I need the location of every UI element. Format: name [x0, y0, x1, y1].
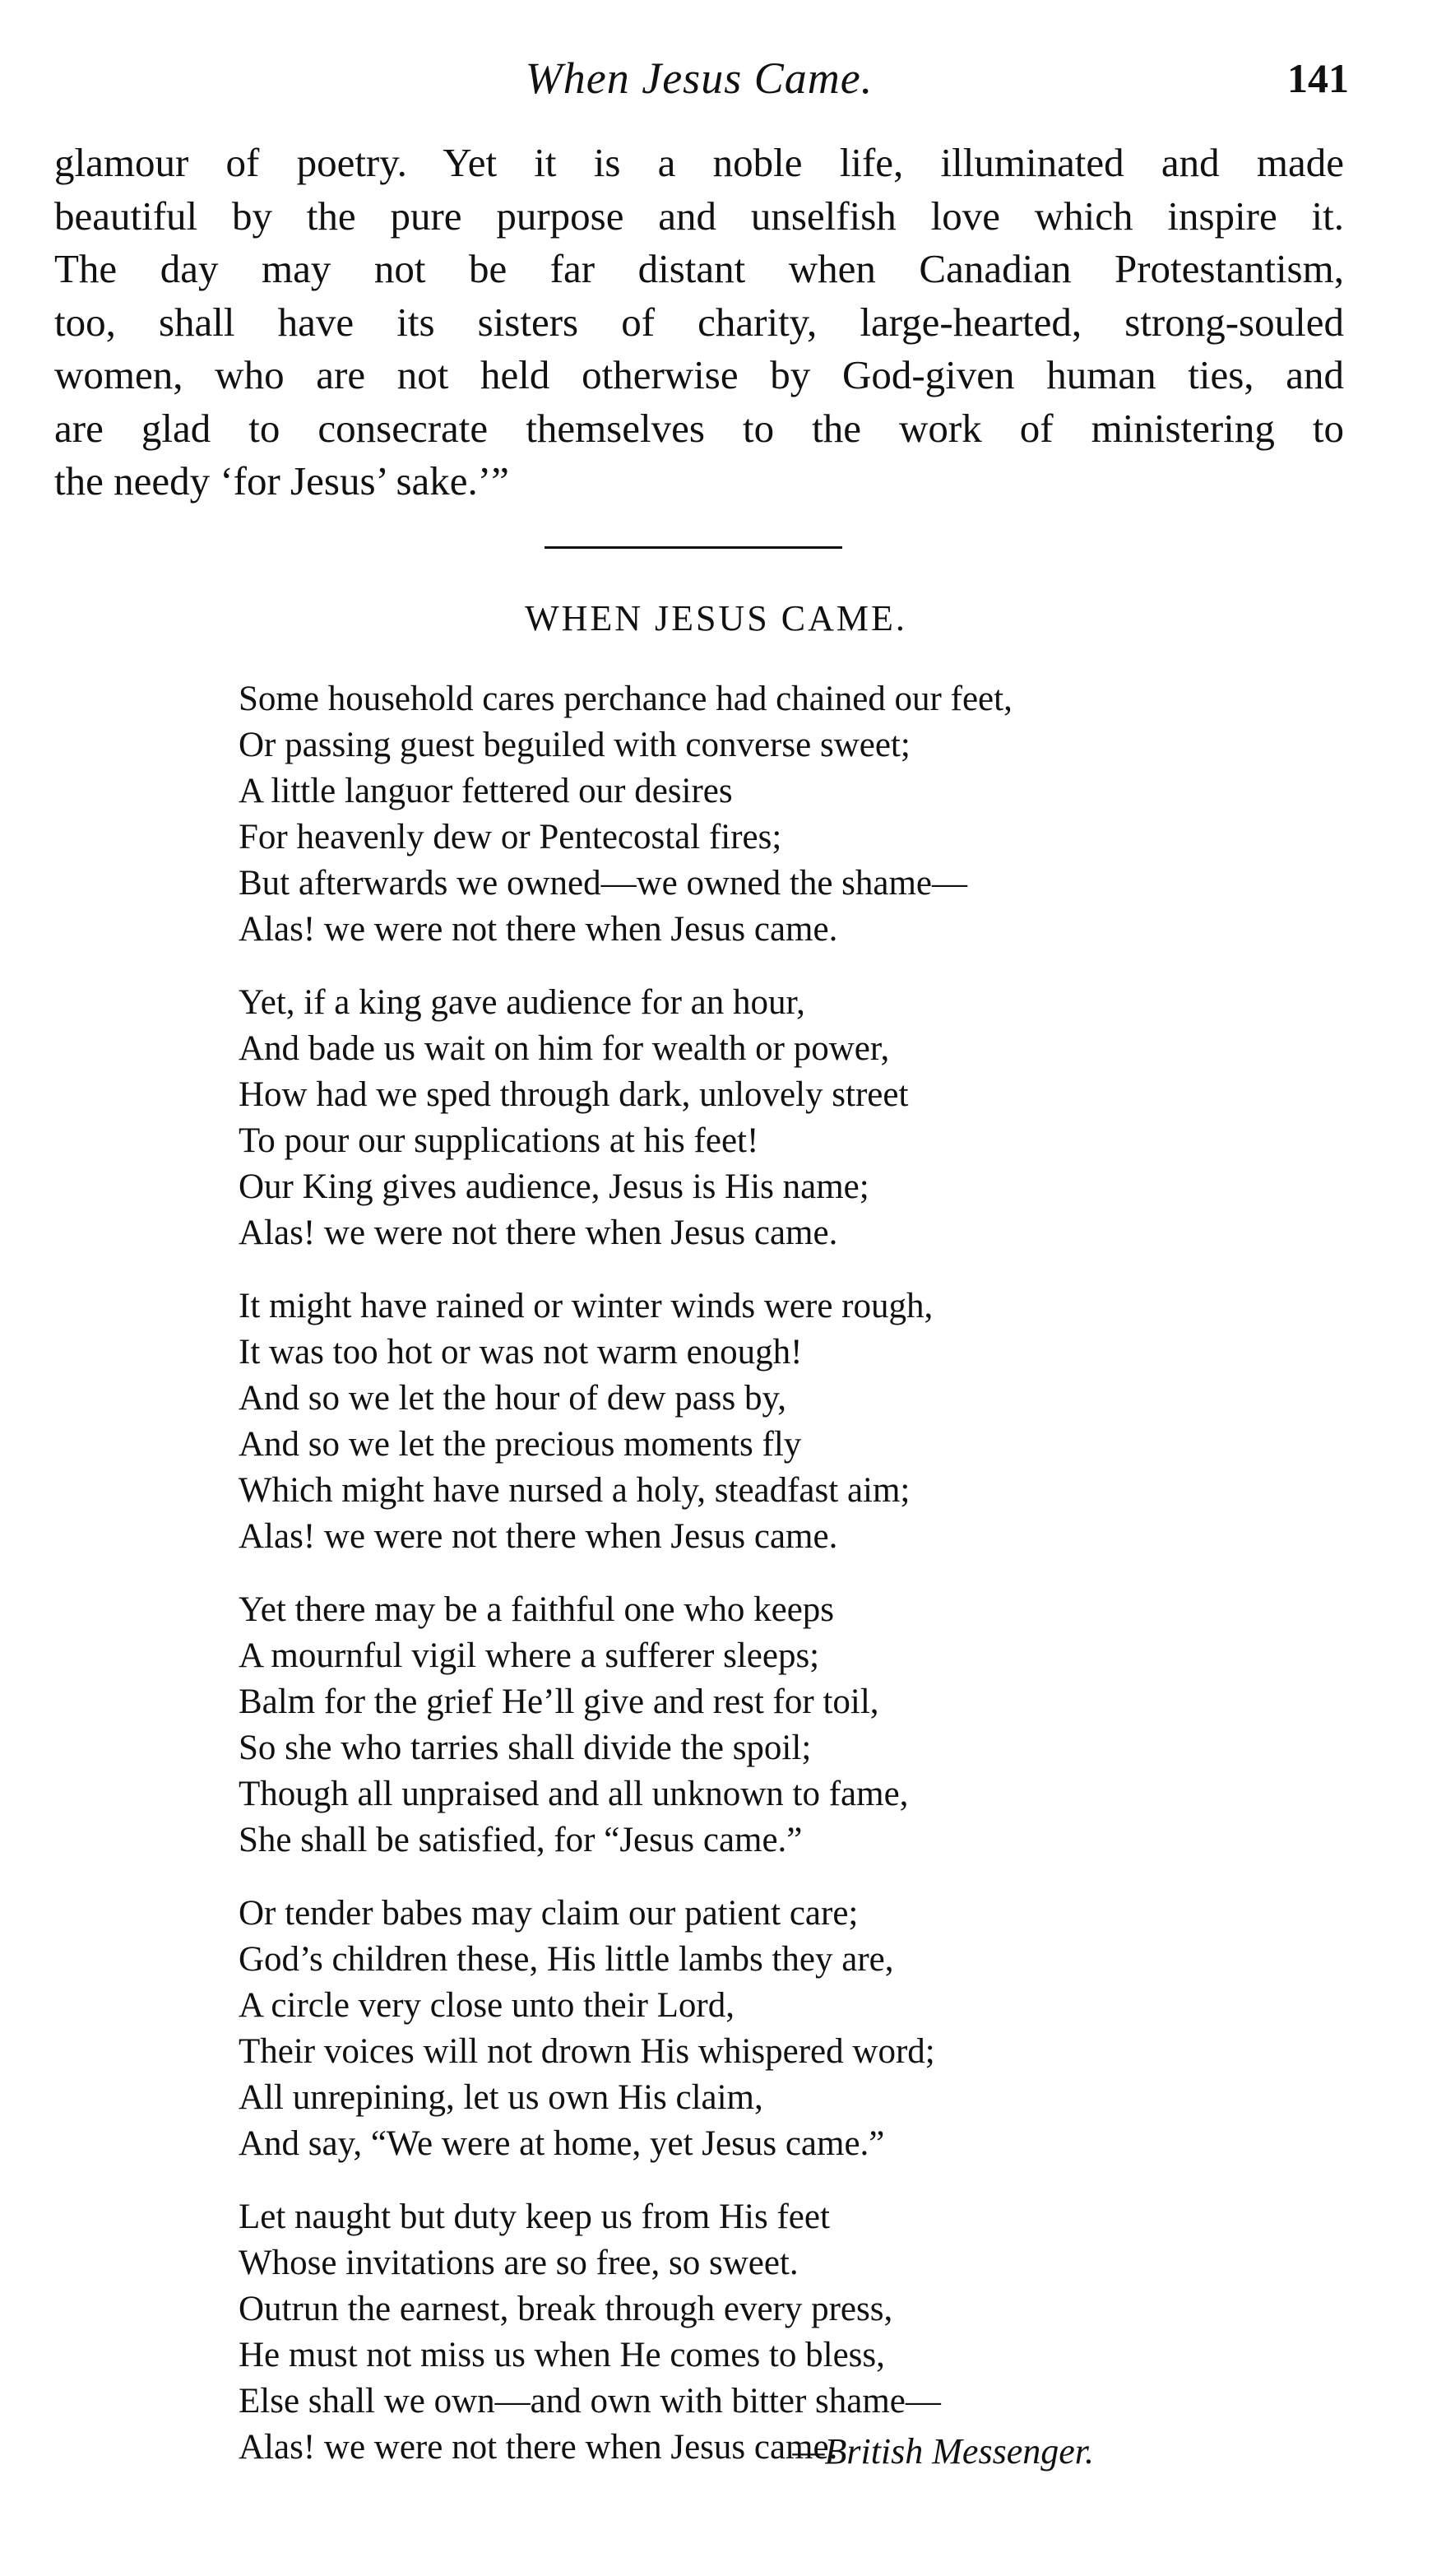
poem-stanza [239, 1283, 1226, 1560]
poem-line: Alas! we were not there when Jesus came. [239, 2428, 838, 2467]
poem-body [239, 676, 1226, 2498]
poem-line: Yet, if a king gave audience for an hour, [239, 983, 805, 1022]
poem-line: A mournful vigil where a sufferer sleeps; [239, 1636, 820, 1675]
poem-line: And so we let the hour of dew pass by, [239, 1379, 786, 1418]
poem-title: WHEN JESUS CAME. [525, 598, 907, 638]
poem-line: A circle very close unto their Lord, [239, 1986, 735, 2025]
poem-line: All unrepining, let us own His claim, [239, 2078, 763, 2117]
prose-line: the needy ‘for Jesus’ sake.’” [54, 458, 509, 504]
prose-line: are glad to consecrate themselves to the work of ministering to [54, 405, 1344, 451]
poem-stanza [239, 676, 1226, 953]
prose-line: too, shall have its sisters of charity, large-hearted, strong-souled [54, 299, 1344, 345]
poem-stanza [239, 1891, 1226, 2167]
poem-line: Which might have nursed a holy, steadfast aim; [239, 1471, 911, 1510]
poem-line: Let naught but duty keep us from His feet [239, 2198, 830, 2236]
poem-line: Yet there may be a faithful one who keeps [239, 1590, 835, 1629]
prose-line: The day may not be far distant when Canadian Protestantism, [54, 246, 1344, 291]
poem-line: Our King gives audience, Jesus is His name; [239, 1167, 869, 1206]
poem-line: He must not miss us when He comes to bless, [239, 2336, 885, 2374]
poem-line: But afterwards we owned—we owned the shame— [239, 864, 968, 903]
poem-line: Balm for the grief He’ll give and rest for toil, [239, 1683, 879, 1721]
poem-line: It was too hot or was not warm enough! [239, 1333, 803, 1372]
poem-line: For heavenly dew or Pentecostal fires; [239, 818, 782, 856]
poem-line: It might have rained or winter winds were rough, [239, 1287, 934, 1325]
prose-paragraph [54, 137, 1344, 508]
poem-line: God’s children these, His little lambs they are, [239, 1940, 894, 1979]
poem-line: Alas! we were not there when Jesus came. [239, 1517, 838, 1556]
poem-line: And so we let the precious moments fly [239, 1425, 802, 1464]
poem-line: And say, “We were at home, yet Jesus came.” [239, 2124, 885, 2163]
poem-line: And bade us wait on him for wealth or power, [239, 1029, 890, 1068]
poem-line: To pour our supplications at his feet! [239, 1121, 759, 1160]
poem-line: How had we sped through dark, unlovely street [239, 1075, 909, 1114]
running-head [49, 41, 1349, 115]
running-title: When Jesus Came. [525, 53, 874, 103]
poem-line: A little languor fettered our desires [239, 772, 733, 810]
section-divider [545, 546, 842, 549]
page-number: 141 [1287, 55, 1349, 101]
poem-line: She shall be satisfied, for “Jesus came.” [239, 1821, 803, 1859]
prose-line: glamour of poetry. Yet it is a noble life, illuminated and made [54, 140, 1344, 185]
poem-line: Outrun the earnest, break through every press, [239, 2290, 893, 2328]
poem-line: Alas! we were not there when Jesus came. [239, 1214, 838, 1252]
poem-line: Else shall we own—and own with bitter shame— [239, 2382, 941, 2421]
poem-stanza [239, 1587, 1226, 1864]
prose-line: beautiful by the pure purpose and unselfish love which inspire it. [54, 193, 1344, 239]
poem-line: Whose invitations are so free, so sweet. [239, 2244, 799, 2282]
poem-stanza [239, 980, 1226, 1256]
poem-line: Or tender babes may claim our patient care; [239, 1894, 859, 1933]
poem-line: So she who tarries shall divide the spoil; [239, 1729, 812, 1767]
prose-line: women, who are not held otherwise by God-given human ties, and [54, 352, 1344, 397]
poem-line: Though all unpraised and all unknown to fame, [239, 1775, 909, 1813]
poem-attribution: —British Messenger. [792, 2431, 1094, 2472]
poem-line: Some household cares perchance had chained our feet, [239, 680, 1013, 718]
poem-line: Or passing guest beguiled with converse sweet; [239, 726, 911, 764]
poem-line: Alas! we were not there when Jesus came. [239, 910, 838, 949]
poem-line: Their voices will not drown His whispered word; [239, 2032, 935, 2071]
